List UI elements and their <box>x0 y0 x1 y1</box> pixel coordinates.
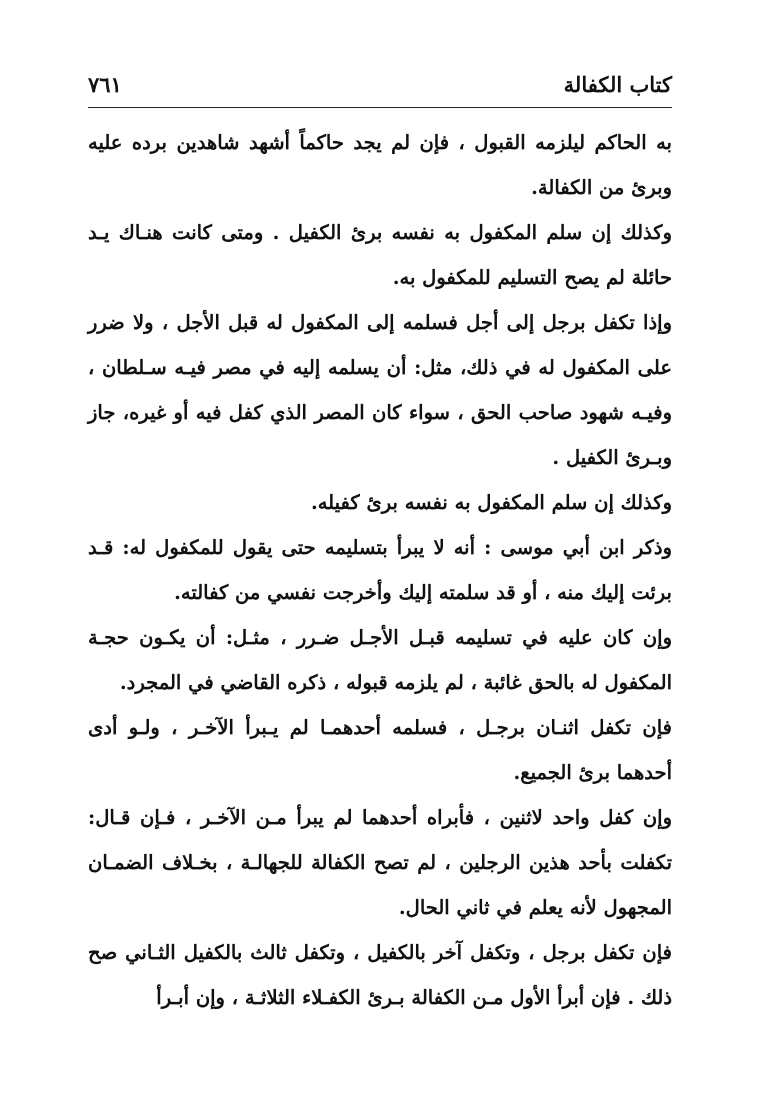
running-title: كتاب الكفالة <box>563 72 672 97</box>
header-rule <box>88 107 672 108</box>
paragraph: فإن تكفل اثنـان برجـل ، فسلمه أحدهمـا لم يـبرأ الآخـر ، ولـو أدى أحدهما برئ الجميع. <box>88 716 672 784</box>
paragraph: وإن كفل واحد لاثنين ، فأبراه أحدهما لم يبرأ مـن الآخـر ، فـإن قـال: تكفلت بأحد هذين الرجلين ، لم تصح الكفالة للجهالـة ، بخـلاف الضمـان المجهول لأنه يعلم في ثاني الحال. <box>88 806 672 919</box>
page-header <box>88 64 672 108</box>
paragraph: وذكر ابن أبي موسى : أنه لا يبرأ بتسليمه حتى يقول للمكفول له: قـد برئت إليك منه ، أو قد سلمته إليك وأخرجت نفسي من كفالته. <box>88 536 672 604</box>
paragraph: وكذلك إن سلم المكفول به نفسه برئ كفيله. <box>310 491 672 514</box>
paragraph: فإن تكفل برجل ، وتكفل آخر بالكفيل ، وتكفل ثالث بالكفيل الثـاني صح ذلك . فإن أبرأ الأول مـن الكفالة بـرئ الكفـلاء الثلاثـة ، وإن أبـرأ <box>88 941 672 1009</box>
paragraph: وإن كان عليه في تسليمه قبـل الأجـل ضـرر ، مثـل: أن يكـون حجـة المكفول له بالحق غائبة ، لم يلزمه قبوله ، ذكره القاضي في المجرد. <box>88 626 672 694</box>
page-number: ٧٦١ <box>88 72 122 97</box>
page-body <box>88 120 672 1020</box>
paragraph: وكذلك إن سلم المكفول به نفسه برئ الكفيل . ومتى كانت هنـاك يـد حائلة لم يصح التسليم للمكفول به. <box>88 221 672 289</box>
paragraph: به الحاكم ليلزمه القبول ، فإن لم يجد حاكماً أشهد شاهدين برده عليه وبرئ من الكفالة. <box>88 131 672 199</box>
paragraph: وإذا تكفل برجل إلى أجل فسلمه إلى المكفول له قبل الأجل ، ولا ضرر على المكفول له في ذلك، مثل: أن يسلمه إليه في مصر فيـه سـلطان ، وفيـه شهود صاحب الحق ، سواء كان المصر الذي كفل فيه أو غيره، جاز وبـرئ الكفيل . <box>88 311 672 469</box>
